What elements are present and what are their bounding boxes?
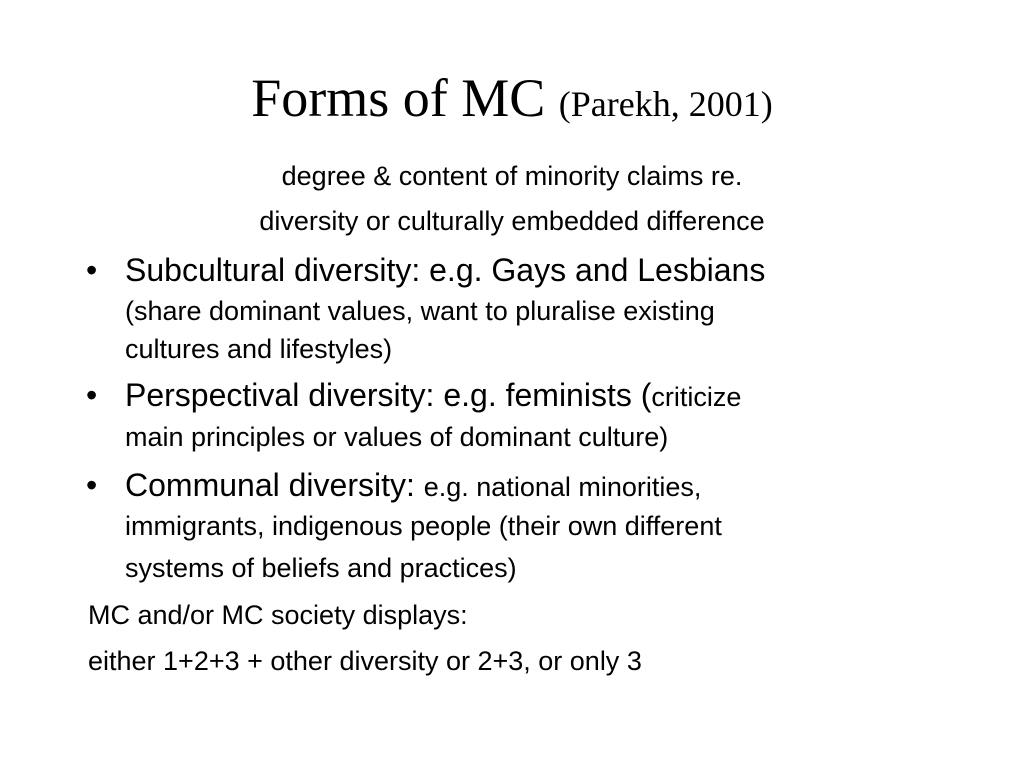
- title-main: Forms of MC: [251, 68, 546, 128]
- bullet-detail-line: systems of beliefs and practices): [125, 553, 517, 583]
- bullet-heading: Perspectival diversity: e.g. feminists (: [125, 377, 652, 413]
- bullet-marker: •: [86, 377, 98, 413]
- bullet-heading: Communal diversity:: [125, 467, 415, 503]
- footer-line-1: MC and/or MC society displays:: [88, 600, 468, 630]
- bullet-heading: Subcultural diversity: e.g. Gays and Lesbians: [125, 252, 766, 288]
- bullet-detail-inline: e.g. national minorities,: [423, 472, 702, 502]
- subtitle-line-2: diversity or culturally embedded difference: [259, 206, 765, 236]
- bullet-detail-line: cultures and lifestyles): [125, 334, 393, 364]
- bullet-heading-row: [125, 467, 701, 504]
- slide-title: [0, 66, 1024, 136]
- bullet-detail-inline: criticize: [651, 382, 742, 412]
- title-citation: (Parekh, 2001): [558, 84, 773, 124]
- bullet-marker: •: [86, 467, 98, 503]
- footer-line-2: either 1+2+3 + other diversity or 2+3, or only 3: [88, 646, 642, 676]
- bullet-marker: •: [86, 252, 98, 288]
- bullet-detail-line: main principles or values of dominant culture): [125, 422, 669, 452]
- bullet-detail-line: (share dominant values, want to pluralise existing: [125, 296, 715, 326]
- subtitle-line-1: degree & content of minority claims re.: [281, 161, 743, 191]
- bullet-heading-row: [125, 377, 741, 414]
- bullet-detail-line: immigrants, indigenous people (their own different: [125, 511, 722, 541]
